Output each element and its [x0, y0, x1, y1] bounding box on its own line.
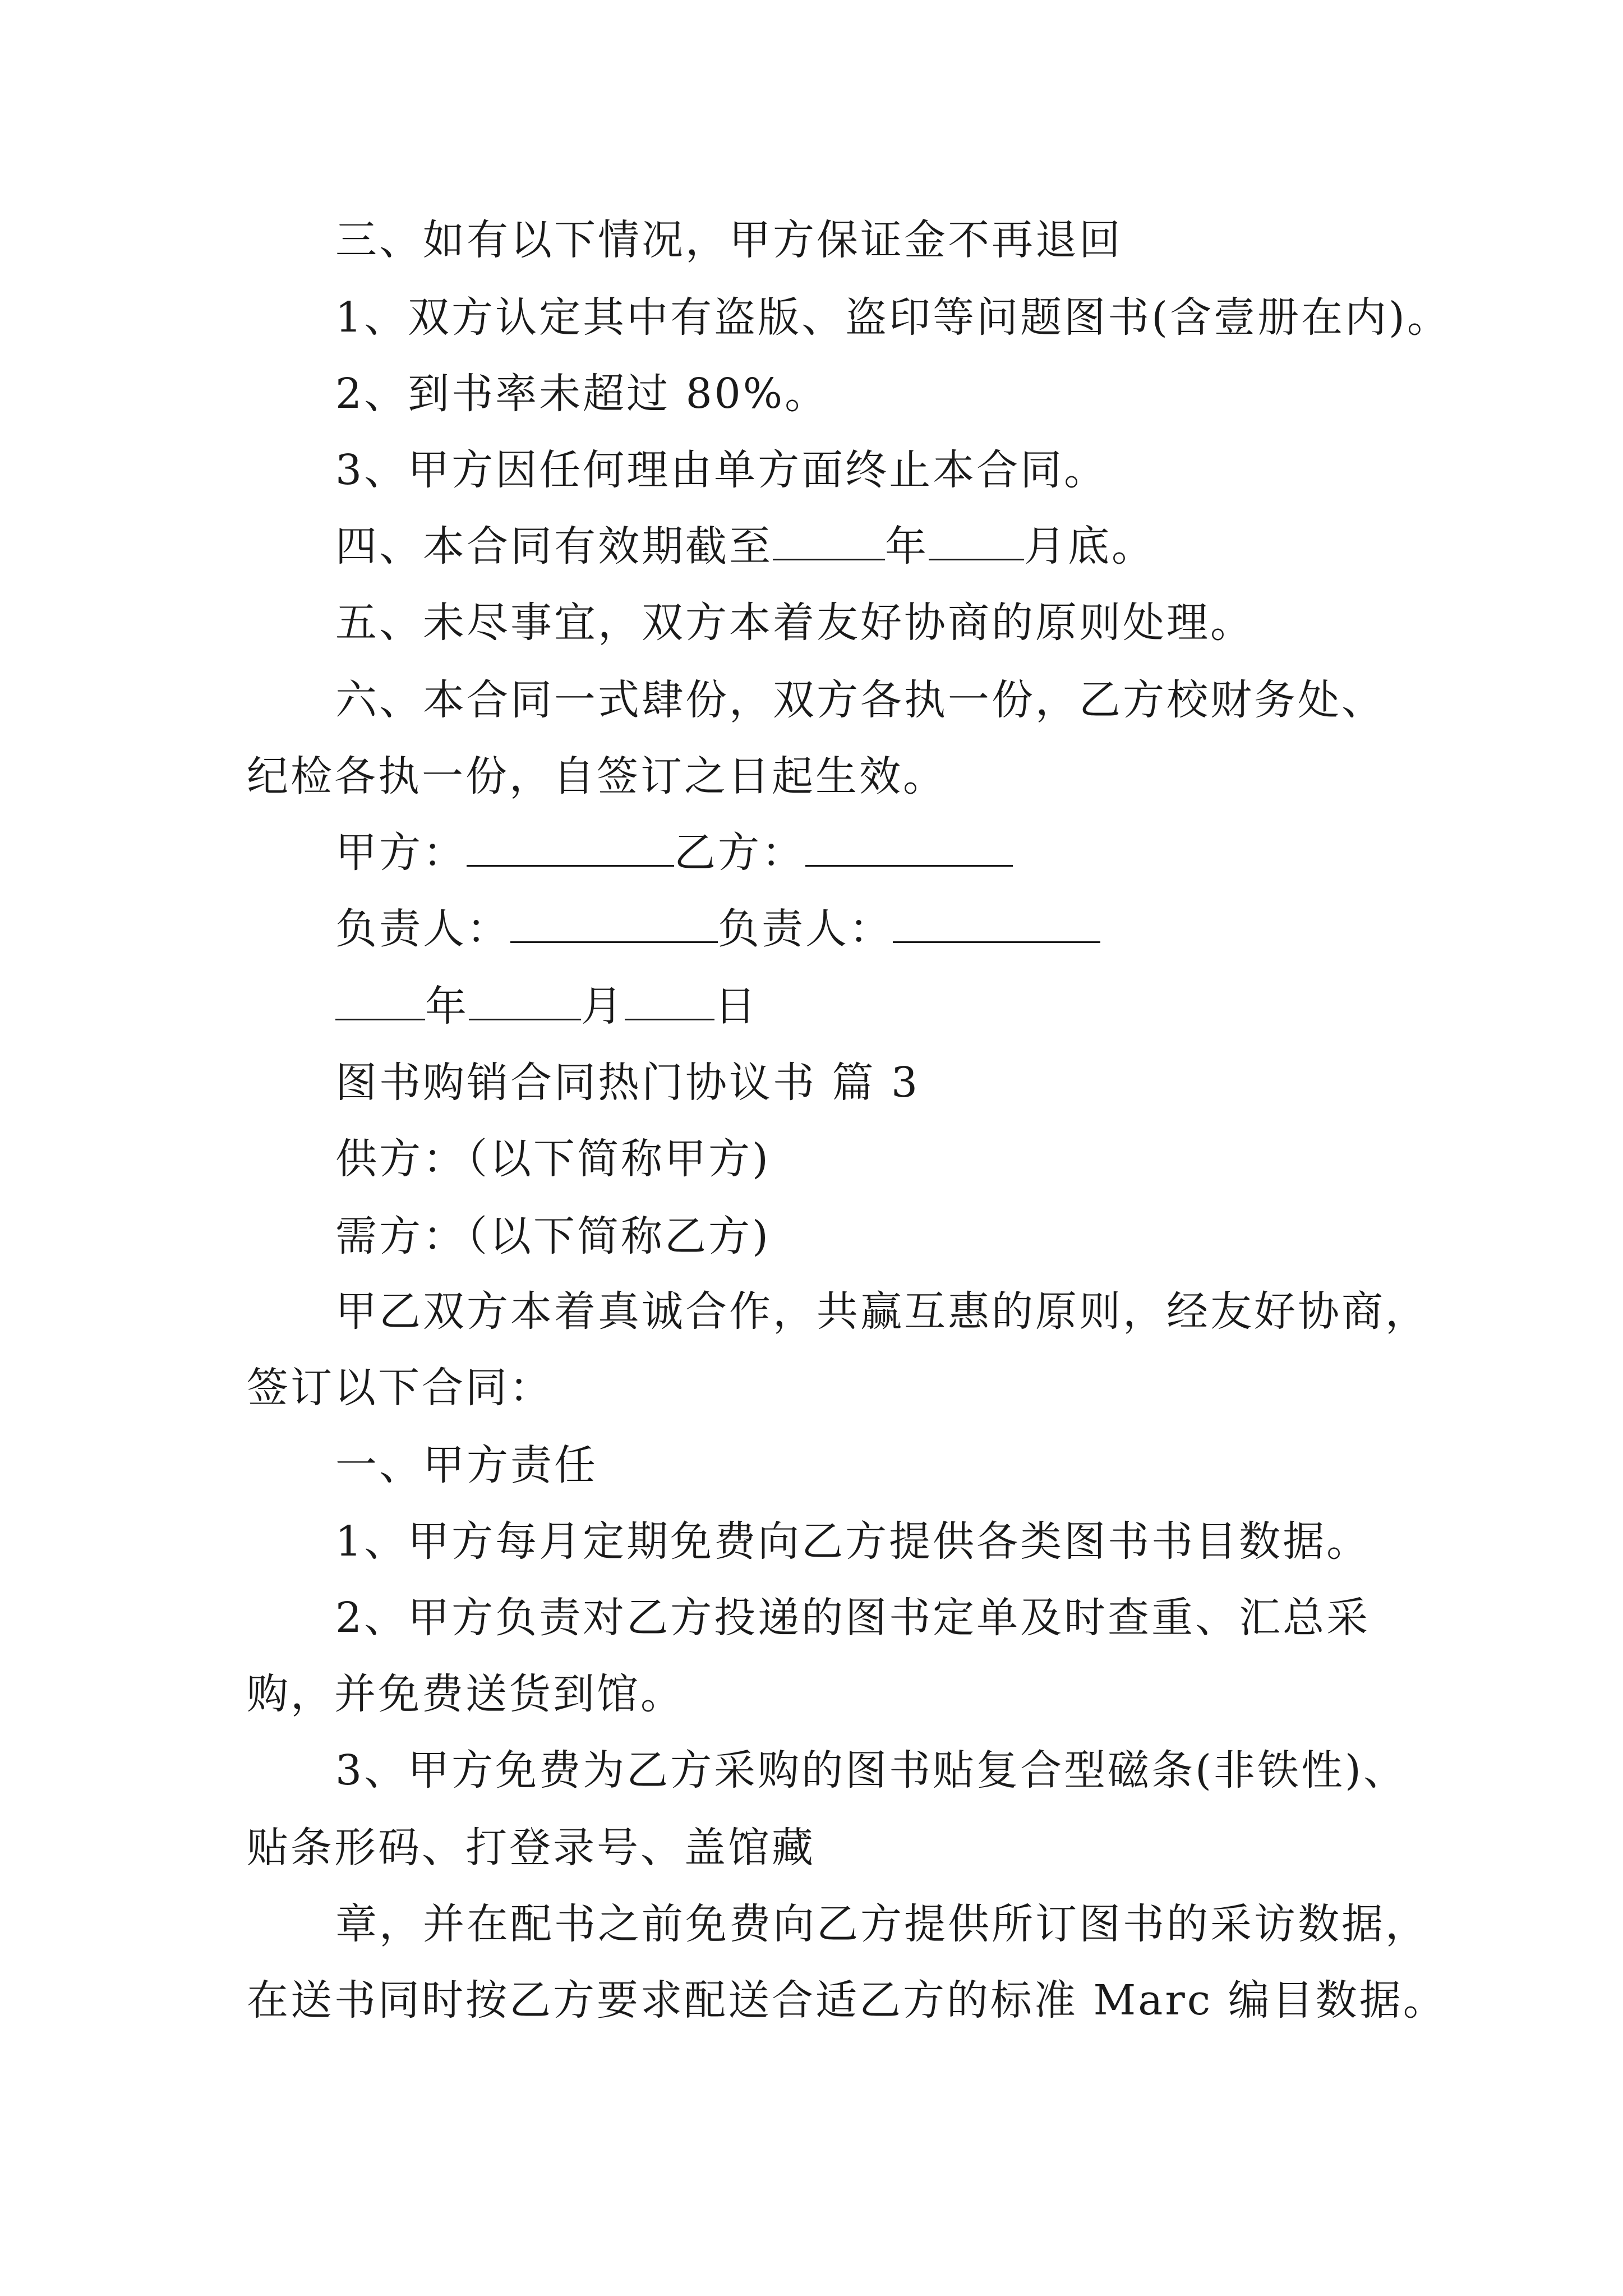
month-blank: [929, 519, 1024, 560]
validity-prefix: 四、本合同有效期截至: [335, 522, 773, 570]
supplier-line: 供方：（以下简称甲方): [335, 1135, 771, 1183]
clause-three-heading: 三、如有以下情况，甲方保证金不再退回: [335, 216, 1123, 264]
date-day-blank: [625, 979, 714, 1020]
clause-six-line-1: 六、本合同一式肆份，双方各执一份，乙方校财务处、: [335, 676, 1385, 724]
signature-parties: [335, 826, 1013, 880]
signature-leaders: [335, 902, 1100, 956]
signature-date: [335, 979, 758, 1033]
year-blank: [773, 519, 885, 560]
leader-a-blank: [510, 902, 718, 943]
buyer-line: 需方：（以下简称乙方): [335, 1212, 771, 1260]
section-title: 图书购销合同热门协议书 篇 3: [335, 1059, 920, 1107]
date-month-blank: [469, 979, 581, 1020]
duty-item-3-line-2: 贴条形码、打登录号、盖馆藏: [247, 1824, 815, 1872]
clause-three-item-3: 3、甲方因任何理由单方面终止本合同。: [335, 446, 1108, 494]
duty-item-3-line-1: 3、甲方免费为乙方采购的图书贴复合型磁条(非铁性)、: [335, 1746, 1407, 1795]
date-year-blank: [335, 979, 425, 1020]
party-b-blank: [805, 826, 1013, 867]
duty-item-2-line-2: 购，并免费送货到馆。: [247, 1670, 684, 1718]
party-a-label: 甲方：: [335, 829, 467, 877]
party-a-blank: [467, 826, 674, 867]
party-b-label: 乙方：: [674, 829, 805, 877]
leader-a-label: 负责人：: [335, 905, 510, 953]
party-a-duties-heading: 一、甲方责任: [335, 1441, 598, 1489]
clause-five: 五、未尽事宜，双方本着友好协商的原则处理。: [335, 599, 1254, 647]
date-month-label: 月: [581, 982, 625, 1030]
duty-item-3-line-3: 章，并在配书之前免费向乙方提供所订图书的采访数据，: [335, 1900, 1429, 1948]
validity-suffix: 月底。: [1024, 522, 1155, 570]
leader-b-blank: [893, 902, 1100, 943]
clause-six-line-2: 纪检各执一份，自签订之日起生效。: [247, 752, 947, 800]
duty-item-3-line-4: 在送书同时按乙方要求配送合适乙方的标准 Marc 编目数据。: [247, 1976, 1447, 2024]
preamble-line-2: 签订以下合同：: [247, 1364, 553, 1412]
leader-b-label: 负责人：: [718, 905, 893, 953]
validity-year-label: 年: [885, 522, 929, 570]
clause-three-item-2: 2、到书率未超过 80%。: [335, 370, 829, 418]
duty-item-1: 1、甲方每月定期免费向乙方提供各类图书书目数据。: [335, 1517, 1371, 1566]
date-year-label: 年: [425, 982, 469, 1030]
duty-item-2-line-1: 2、甲方负责对乙方投递的图书定单及时查重、汇总采: [335, 1594, 1371, 1642]
clause-three-item-1: 1、双方认定其中有盗版、盗印等问题图书(含壹册在内)。: [335, 293, 1451, 342]
clause-four: [335, 519, 1155, 573]
date-day-label: 日: [714, 982, 758, 1030]
preamble-line-1: 甲乙双方本着真诚合作，共赢互惠的原则，经友好协商，: [335, 1287, 1429, 1336]
